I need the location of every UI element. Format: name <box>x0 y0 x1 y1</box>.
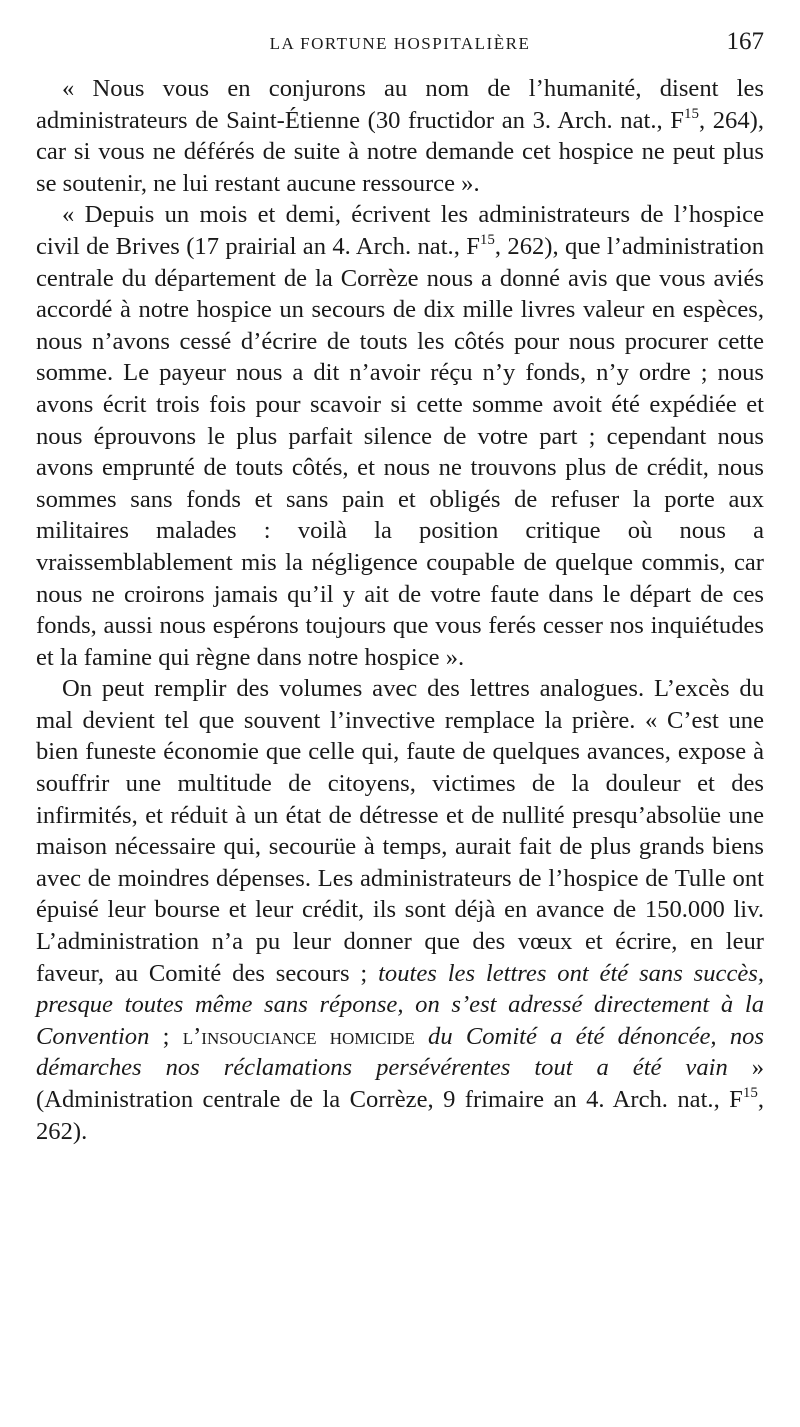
paragraph-brives <box>36 199 764 673</box>
body-text <box>36 73 764 1147</box>
text-run: , 262), que l’administration centrale du département de la Corrèze nous a donné avis que vous aviés accordé à notre hospice un secours de dix mille livres valeur en espèces, nous n’avons cessé d’écrire de touts les côtés pour nous procurer cette somme. Le payeur nous a dit n’avoir réçu n’y fonds, n’y ordre ; nous avons écrit trois fois pour scavoir si cette somme avoit été expédiée et nous éprouvons le plus parfait silence de votre part ; cependant nous avons emprunté de touts côtés, et nous ne trouvons plus de crédit, nous sommes sans fonds et sans pain et obligés de refuser la porte aux militaires malades : voilà la position critique où nous a vraissemblablement mis la négligence coupable de quelque commis, car nous ne croirons jamais qu’il y ait de votre faute dans le départ de ces fonds, aussi nous espérons toujours que vous ferés cesser nos inquiétudes et la famine qui règne dans notre hospice ». <box>36 232 764 671</box>
smallcaps-run: l’insouciance homicide <box>182 1022 415 1050</box>
text-run: On peut remplir des volumes avec des lettres analogues. L’excès du mal devient tel que souvent l’invective remplace la prière. « C’est une bien funeste économie que celle qui, faute de quelques avances, expose à souffrir une multitude de citoyens, victimes de la douleur et des infirmités, et réduit à un état de détresse et de nullité presqu’absolüe une maison nécessaire qui, secourüe à temps, aurait fait de plus grands biens avec de moindres dépenses. Les administrateurs de l’hospice de Tulle ont épuisé leur bourse et leur crédit, ils sont déjà en avance de 150.000 liv. L’administration n’a pu leur donner que des vœux et écrire, en leur faveur, au Comité des secours ; <box>36 675 764 987</box>
paragraph-saint-etienne <box>36 73 764 199</box>
superscript: 15 <box>479 231 495 248</box>
running-title: LA FORTUNE HOSPITALIÈRE <box>269 34 531 53</box>
italic-run: du Comité a été dénoncée, nos démarches nos réclamations persévérentes tout a été vain <box>36 1022 764 1082</box>
text-run: , 264), car si vous ne déférés de suite à notre demande cet hospice ne peut plus se soutenir, ne lui restant aucune ressource ». <box>36 106 764 197</box>
page-header <box>36 28 764 60</box>
text-run: « Nous vous en conjurons au nom de l’humanité, disent les administrateurs de Saint-Étienne (30 fructidor an 3. Arch. nat., F <box>36 75 764 134</box>
text-run: , 262). <box>36 1086 764 1145</box>
superscript: 15 <box>683 105 699 122</box>
page-number: 167 <box>726 28 764 55</box>
superscript: 15 <box>742 1085 758 1101</box>
paragraph-tulle <box>36 673 764 1147</box>
text-run: « Depuis un mois et demi, écrivent les administrateurs de l’hospice civil de Brives (17 prairial an 4. Arch. nat., F <box>36 201 764 260</box>
text-run: » (Administration centrale de la Corrèze, 9 frimaire an 4. Arch. nat., F <box>36 1054 764 1113</box>
italic-run: toutes les lettres ont été sans succès, presque toutes même sans réponse, on s’est adressé directement à la Convention <box>36 959 764 1050</box>
text-run: ; <box>162 1022 170 1050</box>
